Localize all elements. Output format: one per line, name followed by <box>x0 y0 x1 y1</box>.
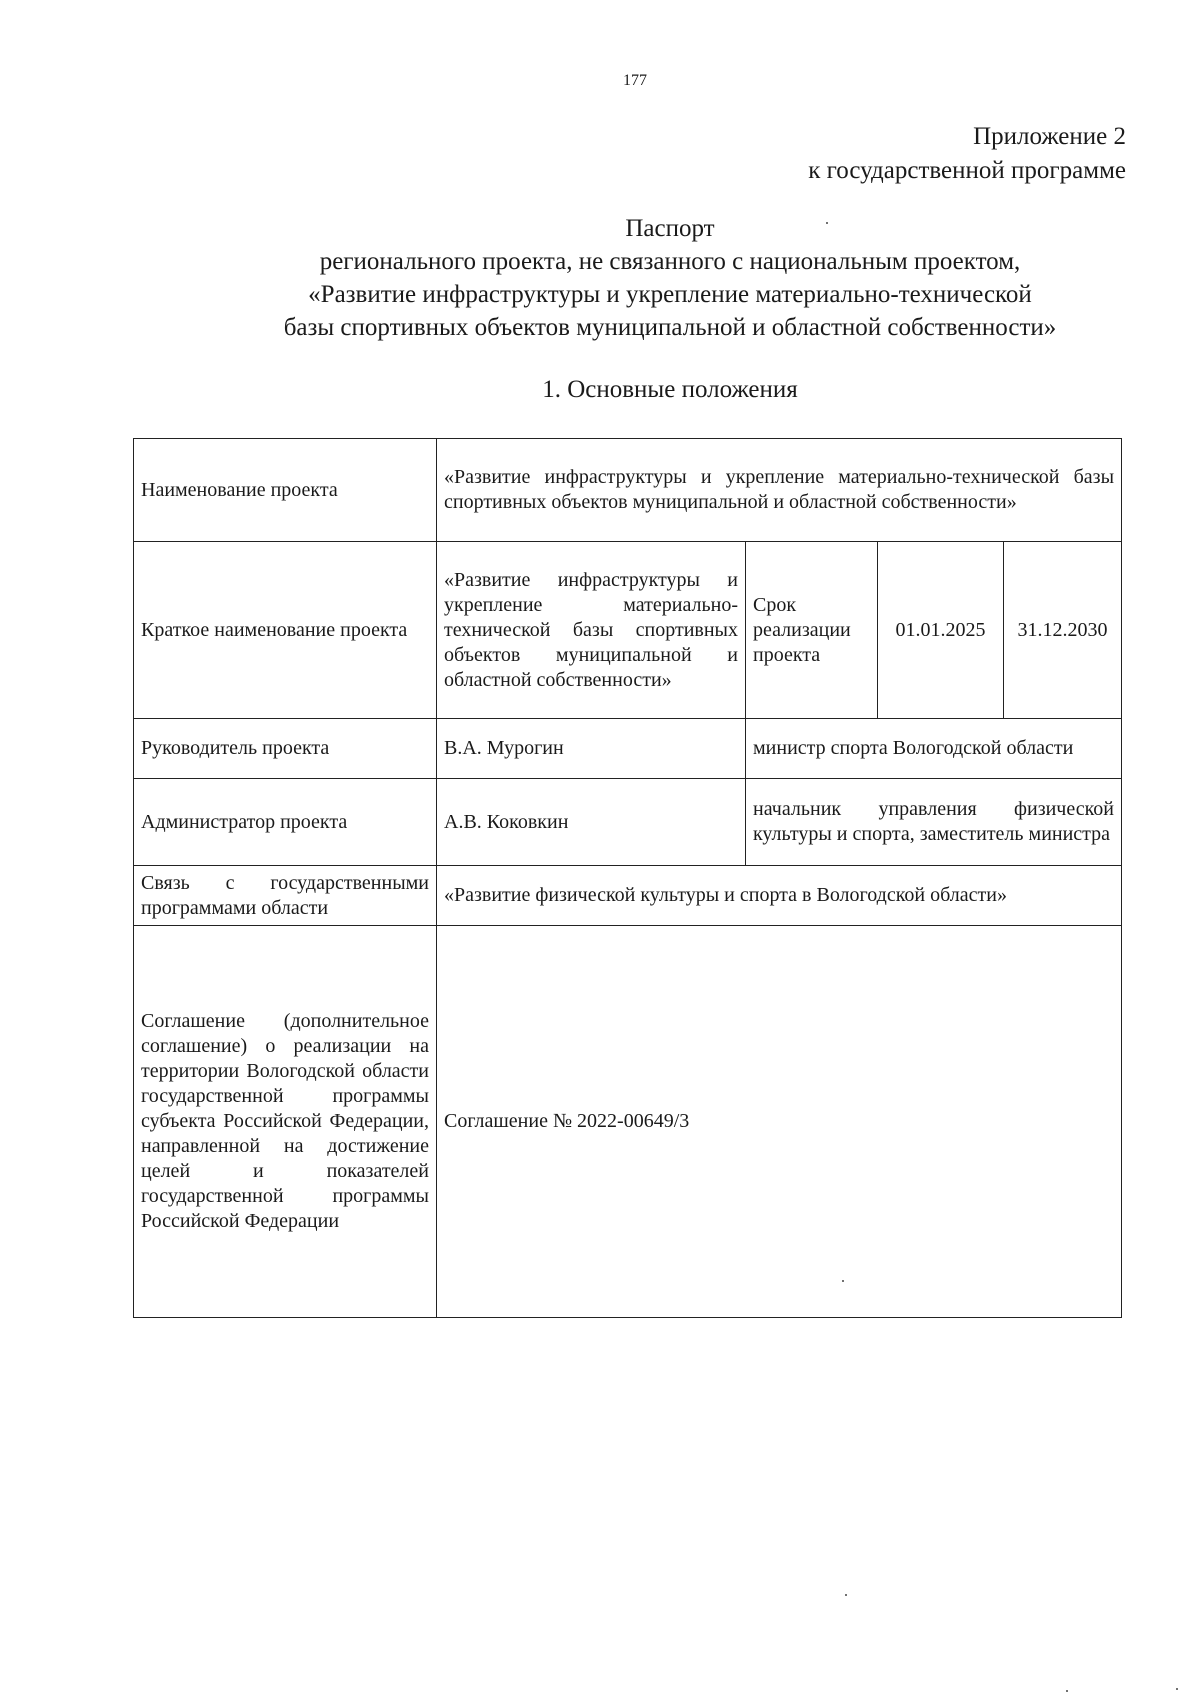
administrator-name: А.В. Коковкин <box>437 779 746 866</box>
scan-speck <box>1176 1688 1178 1690</box>
appendix-header <box>808 120 1126 188</box>
title-line-4: базы спортивных объектов муниципальной и областной собственности» <box>283 314 1057 341</box>
row-project-name <box>134 439 1122 542</box>
administrator-label: Администратор проекта <box>134 779 437 866</box>
period-label: Срок реализации проекта <box>746 542 878 719</box>
scan-speck <box>845 1594 847 1596</box>
manager-position: министр спорта Вологодской области <box>746 719 1122 779</box>
row-short-name <box>134 542 1122 719</box>
row-agreement <box>134 926 1122 1318</box>
main-provisions-table <box>133 438 1122 1318</box>
state-programs-label: Связь с государственными программами области <box>134 866 437 926</box>
title-line-2: регионального проекта, не связанного с национальным проектом, <box>319 248 1021 275</box>
short-name-value: «Развитие инфраструктуры и укрепление материально-технической базы спортивных объектов муниципальной и областной собственности» <box>437 542 746 719</box>
state-programs-value: «Развитие физической культуры и спорта в Вологодской области» <box>437 866 1122 926</box>
appendix-line-1: Приложение 2 <box>973 123 1126 150</box>
manager-name: В.А. Мурогин <box>437 719 746 779</box>
scan-speck <box>826 222 828 224</box>
short-name-label: Краткое наименование проекта <box>134 542 437 719</box>
scan-speck <box>1066 1690 1068 1692</box>
agreement-value: Соглашение № 2022-00649/3 <box>437 926 1122 1318</box>
start-date: 01.01.2025 <box>878 542 1004 719</box>
page-number: 177 <box>623 72 647 89</box>
row-manager <box>134 719 1122 779</box>
manager-label: Руководитель проекта <box>134 719 437 779</box>
scan-speck <box>842 1280 844 1282</box>
title-line-1: Паспорт <box>625 215 715 242</box>
title-line-3: «Развитие инфраструктуры и укрепление материально-технической <box>308 281 1032 308</box>
passport-title <box>140 212 1200 344</box>
appendix-line-2: к государственной программе <box>808 157 1126 184</box>
section-heading: 1. Основные положения <box>542 376 798 403</box>
project-name-label: Наименование проекта <box>134 439 437 542</box>
row-administrator <box>134 779 1122 866</box>
end-date: 31.12.2030 <box>1004 542 1122 719</box>
row-state-programs <box>134 866 1122 926</box>
administrator-position: начальник управления физической культуры и спорта, заместитель министра <box>746 779 1122 866</box>
project-name-value: «Развитие инфраструктуры и укрепление материально-технической базы спортивных объектов муниципальной и областной собственности» <box>437 439 1122 542</box>
agreement-label: Соглашение (дополнительное соглашение) о реализации на территории Вологодской области государственной программы субъекта Российской Федерации, направленной на достижение целей и показателей государственной программы Российской Федерации <box>134 926 437 1318</box>
